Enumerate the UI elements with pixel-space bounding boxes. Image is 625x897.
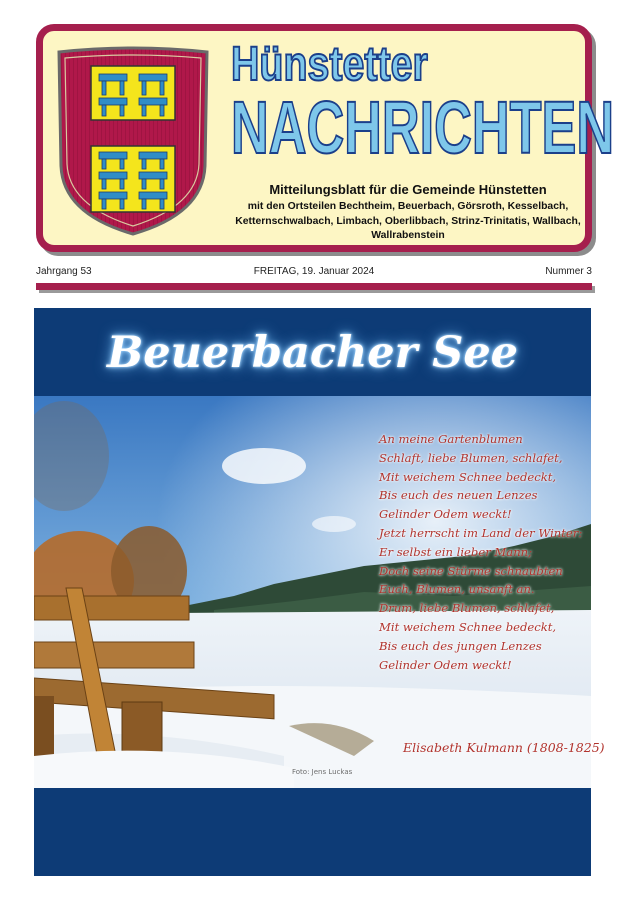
newspaper-title-line-2: NACHRICHTEN bbox=[231, 86, 615, 169]
header-divider bbox=[36, 283, 592, 290]
poem-line: Jetzt herrscht im Land der Winter: bbox=[379, 525, 583, 540]
districts-list: mit den Ortsteilen Bechtheim, Beuerbach, Görsroth, Kesselbach, Ketternschwalbach, Limbach, Oberlibbach, Strinz-Trinitatis, Wallbach, Wallrabenstein bbox=[235, 201, 581, 241]
poem-line: Mit weichem Schnee bedeckt, bbox=[379, 469, 557, 484]
poem-line: Doch seine Stürme schnaubten bbox=[379, 563, 563, 578]
poem-line: Mit weichem Schnee bedeckt, bbox=[379, 619, 557, 634]
poem-line: Bis euch des neuen Lenzes bbox=[379, 488, 538, 503]
poem-line: Bis euch des jungen Lenzes bbox=[379, 638, 542, 653]
poem-line: Gelinder Odem weckt! bbox=[379, 657, 512, 672]
issue-volume: Jahrgang 53 bbox=[36, 266, 92, 277]
photo-credit: Foto: Jens Luckas bbox=[292, 768, 353, 776]
poem-line: Schlaft, liebe Blumen, schlafet, bbox=[379, 450, 563, 465]
poem bbox=[379, 430, 589, 674]
issue-info bbox=[36, 266, 592, 280]
poem-line: Drum, liebe Blumen, schlafet, bbox=[379, 601, 555, 616]
poem-line: Gelinder Odem weckt! bbox=[379, 507, 512, 522]
issue-date: FREITAG, 19. Januar 2024 bbox=[253, 266, 375, 277]
coat-of-arms-icon bbox=[57, 46, 209, 236]
masthead bbox=[36, 24, 615, 252]
newspaper-title-line-1: Hünstetter bbox=[231, 38, 428, 91]
issue-number: Nummer 3 bbox=[545, 266, 592, 277]
poem-line: Euch, Blumen, unsanft an. bbox=[379, 582, 535, 597]
poem-title: An meine Gartenblumen bbox=[379, 432, 523, 446]
poem-line: Er selbst ein lieber Mann; bbox=[379, 544, 533, 559]
poem-author: Elisabeth Kulmann (1808-1825) bbox=[403, 740, 605, 755]
cover-panel bbox=[34, 308, 605, 876]
cover-title: Beuerbacher See bbox=[106, 328, 519, 378]
newspaper-subtitle: Mitteilungsblatt für die Gemeinde Hünstetten bbox=[269, 182, 547, 197]
